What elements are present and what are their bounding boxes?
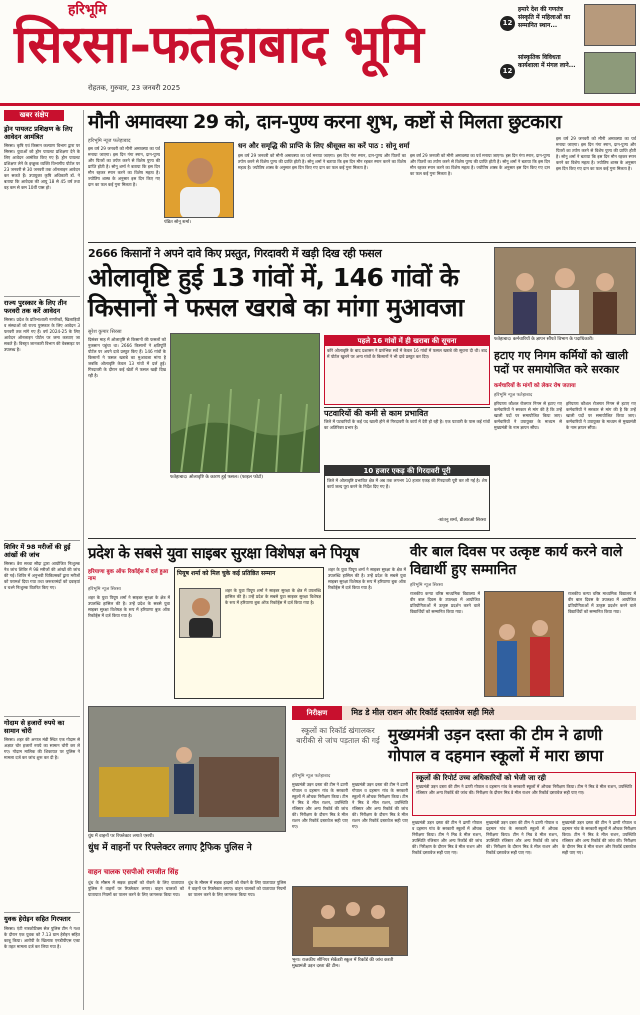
lead-body-col1: इस वर्ष 29 जनवरी को मौनी अमावस्या का पर्व मनाया जाएगा। इस दिन गंगा स्नान, दान-पुण्य और पितरों का तर्पण करने से विशेष पुण्य की प्राप्ति होती है। सोनू शर्मा ने बताया कि इस दिन मौन रहकर स्नान करने का विशेष महत्व है। ज्योतिष शास्त्र के अनुसार इस दिन किए गए दान का फल कई गुना मिलता है। <box>88 146 160 187</box>
lead-body-col4: इस वर्ष 29 जनवरी को मौनी अमावस्या का पर्व मनाया जाएगा। इस दिन गंगा स्नान, दान-पुण्य और पितरों का तर्पण करने से विशेष पुण्य की प्राप्ति होती है। सोनू शर्मा ने बताया कि इस दिन मौन रहकर स्नान करने का विशेष महत्व है। ज्योतिष शास्त्र के अनुसार इस दिन किए गए दान का फल कई गुना मिलता है। <box>556 136 636 171</box>
raid-tag: निरीक्षण <box>292 706 342 720</box>
raid-tag-bar <box>292 706 636 720</box>
raid-photo-caption: भूना। राजकीय सीनियर सेकेंडरी स्कूल में रिकॉर्ड की जांच करती मुख्यमंत्री उड़न दस्ता की टीम। <box>292 958 394 969</box>
veer-body-col3: राजकीय कन्या वरिष्ठ माध्यमिक विद्यालय में वीर बाल दिवस के उपलक्ष्य में आयोजित प्रतियोगिताओं में उत्कृष्ट प्रदर्शन करने वाले विद्यार्थियों को सम्मानित किया गया। <box>568 591 636 614</box>
cyber-photo-body: शहर के युवा पियूष शर्मा ने साइबर सुरक्षा के क्षेत्र में उपलब्धि हासिल की है। उन्हें प्रदेश के सबसे युवा साइबर सुरक्षा विशेषज्ञ के रूप में हरियाणा बुक ऑफ रिकॉर्ड्स में दर्ज किया गया है। <box>225 588 321 605</box>
sidebar-item[interactable] <box>4 126 80 293</box>
crop-kicker: 2666 किसानों ने अपने दावे किए प्रस्तुत, गिरदावरी में खड़ी दिख रही फसल <box>88 247 382 260</box>
crop-box-3 <box>324 465 490 531</box>
crop-box-3-head: 10 हजार एकड़ की गिरदावरी पूरी <box>325 466 489 476</box>
raid-body-col3: मुख्यमंत्री उड़न दस्ता की टीम ने ढाणी गोपाल व दहमान गांव के सरकारी स्कूलों में औचक निरीक्षण किया। टीम ने मिड डे मील राशन, उपस्थिति रजिस्टर और अन्य रिकॉर्ड की जांच की। निरीक्षण के दौरान मिड डे मील राशन और रिकॉर्ड दस्तावेज सही पाए गए। <box>412 820 482 855</box>
cyber-headline: प्रदेश के सबसे युवा साइबर सुरक्षा विशेषज्ञ बने पियूष <box>88 544 359 562</box>
vehicles-sub: वाहन चालक एसपीओ रणजीत सिंह <box>88 868 179 876</box>
crop-field-photo-icon <box>171 334 320 473</box>
sidebar <box>4 110 80 1010</box>
cyber-byline: हरिभूमि न्यूज सिरसा <box>88 587 121 592</box>
raid-body-col4: मुख्यमंत्री उड़न दस्ता की टीम ने ढाणी गोपाल व दहमान गांव के सरकारी स्कूलों में औचक निरीक्षण किया। टीम ने मिड डे मील राशन, उपस्थिति रजिस्टर और अन्य रिकॉर्ड की जांच की। निरीक्षण के दौरान मिड डे मील राशन और रिकॉर्ड दस्तावेज सही पाए गए। <box>486 820 558 855</box>
crop-box-2-head: पटवारियों की कमी से काम प्रभावित <box>324 409 429 418</box>
sidebar-item[interactable] <box>4 544 80 711</box>
raid-byline: हरिभूमि न्यूज फतेहाबाद <box>292 774 331 779</box>
right-top-sub: कर्मचारियों के मांगों को लेकर रोष जताया <box>494 383 576 389</box>
sidebar-item-head: गोदाम से हजारों रुपये का सामान चोरी <box>4 719 65 735</box>
sidebar-item-body: सिरसा। शहर की अनाज मंडी स्थित एक गोदाम से अज्ञात चोर हजारों रुपये का सामान चोरी कर ले गए। गोदाम मालिक की शिकायत पर पुलिस ने मामला दर्ज कर जांच शुरू कर दी है। <box>4 737 80 760</box>
veer-headline: वीर बाल दिवस पर उत्कृष्ट कार्य करने वाले विद्यार्थी हुए सम्मानित <box>410 544 623 578</box>
right-top-caption: फतेहाबाद। कर्मचारियों के ज्ञापन सौंपते विभाग के पदाधिकारी। <box>494 337 594 342</box>
sidebar-item-body: सिरसा। कृषि एवं किसान कल्याण विभाग द्वारा पर सिरसा। युवाओं को ड्रोन पायलट प्रशिक्षण देने के लिए आवेदन आमंत्रित किए गए हैं। ड्रोन पायलट प्रशिक्षण लेने के इच्छुक व्यक्ति विभागीय पोर्टल पर 23 जनवरी से 30 जनवरी तक ऑनलाइन आवेदन कर सकते हैं। उपायुक्त कृषि अधिकारी डॉ. ने बताया कि आवेदक की आयु 18 से 45 वर्ष तथा वह कम से कम 10वीं पास हो। <box>4 143 80 190</box>
crop-box-1 <box>324 335 490 405</box>
right-top-body-col1: हरियाणा कौशल रोजगार निगम से हटाए गए कर्मचारियों ने सरकार से मांग की है कि उन्हें खाली पदों पर समायोजित किया जाए। कर्मचारियों ने उपायुक्त के माध्यम से मुख्यमंत्री के नाम ज्ञापन सौंपा। <box>494 401 562 430</box>
raid-headline: मुख्यमंत्री उड़न दस्ता की टीम ने ढाणी गोपाल व दहमान स्कूलों में मारा छापा <box>388 725 604 765</box>
divider <box>4 716 80 717</box>
sidebar-item[interactable] <box>4 300 80 507</box>
cyber-body-col3: शहर के युवा पियूष शर्मा ने साइबर सुरक्षा के क्षेत्र में उपलब्धि हासिल की है। उन्हें प्रदेश के सबसे युवा साइबर सुरक्षा विशेषज्ञ के रूप में हरियाणा बुक ऑफ रिकॉर्ड्स में दर्ज किया गया है। <box>328 567 406 590</box>
promo-1[interactable] <box>500 4 638 49</box>
veer-body-col1: राजकीय कन्या वरिष्ठ माध्यमिक विद्यालय में वीर बाल दिवस के उपलक्ष्य में आयोजित प्रतियोगिताओं में उत्कृष्ट प्रदर्शन करने वाले विद्यार्थियों को सम्मानित किया गया। <box>410 591 480 614</box>
masthead-title: सिरसा-फतेहाबाद भूमि <box>14 14 423 75</box>
promo-2-number: 12 <box>500 64 515 79</box>
raid-photo <box>292 886 408 956</box>
sidebar-item-head: शिविर में 98 मरीजों की हुई आंखों की जांच <box>4 543 71 559</box>
raid-story[interactable] <box>292 704 636 1010</box>
crop-body-col1: दिसंबर माह में ओलावृष्टि से किसानों की फसलों को नुकसान पहुंचा था। 2666 किसानों ने क्षतिपूर्ति पोर्टल पर अपने दावे प्रस्तुत किए हैं। 146 गांवों के किसानों ने फसल खराबे का मुआवजा मांगा है जबकि ओलावृष्टि केवल 13 गांवों में दर्ज हुई। गिरदावरी के दौरान कई खेतों में फसल खड़ी दिख रही है। <box>88 337 166 378</box>
masthead-rule <box>0 103 640 106</box>
sidebar-divider <box>83 110 84 1010</box>
sidebar-item-head: ड्रोन पायलट प्रशिक्षण के लिए आवेदन आमंत्रित <box>4 125 73 141</box>
crop-byline: सुरेश कुमार सिरसा <box>88 329 122 335</box>
masthead <box>0 0 640 108</box>
raid-kicker: मिड डे मील राशन और रिकॉर्ड दस्तावेज सही मिले <box>351 708 495 717</box>
divider <box>4 296 80 297</box>
crop-box-2 <box>324 407 490 462</box>
right-top-byline: हरिभूमि न्यूज फतेहाबाद <box>494 393 533 398</box>
crop-photo-caption: फतेहाबाद। ओलावृष्टि के कारण हुई फसल। (फाइल फोटो) <box>170 475 264 480</box>
vehicles-body-col1: धुंध के मौसम में सड़क हादसों को रोकने के लिए यातायात पुलिस ने वाहनों पर रिफ्लेक्टर लगाए। वाहन चालकों को यातायात नियमों का पालन करने के लिए जागरूक किया गया। <box>88 880 184 897</box>
vehicles-headline: धुंध में वाहनों पर रिफ्लेक्टर लगाए ट्रैफिक पुलिस ने <box>88 843 252 853</box>
veer-photo <box>484 591 564 697</box>
sidebar-tag: खबर संक्षेप <box>4 110 64 121</box>
promo-2[interactable] <box>500 52 638 97</box>
vehicles-caption: धुंध में वाहनों पर रिफ्लेक्टर लगाते एसपी। <box>88 834 155 839</box>
lead-byline: हरिभूमि न्यूज फतेहाबाद <box>88 138 131 144</box>
vehicles-photo <box>88 706 286 832</box>
crop-box-3-body: जिले में ओलावृष्टि प्रभावित क्षेत्र में अब तक लगभग 10 हजार एकड़ की गिरदावरी पूरी कर ली गई है। शेष कार्य जल्द पूरा करने के निर्देश दिए गए हैं। <box>327 478 487 489</box>
raid-report-head: स्कूलों की रिपोर्ट उच्च अधिकारियों को भेजी जा रही <box>416 774 546 782</box>
cyber-body-col1: शहर के युवा पियूष शर्मा ने साइबर सुरक्षा के क्षेत्र में उपलब्धि हासिल की है। उन्हें प्रदेश के सबसे युवा साइबर सुरक्षा विशेषज्ञ के रूप में हरियाणा बुक ऑफ रिकॉर्ड्स में दर्ज किया गया है। <box>88 595 170 618</box>
raid-body-col2: मुख्यमंत्री उड़न दस्ता की टीम ने ढाणी गोपाल व दहमान गांव के सरकारी स्कूलों में औचक निरीक्षण किया। टीम ने मिड डे मील राशन, उपस्थिति रजिस्टर और अन्य रिकॉर्ड की जांच की। निरीक्षण के दौरान मिड डे मील राशन और रिकॉर्ड दस्तावेज सही पाए गए। <box>352 782 408 829</box>
raid-body-col5: मुख्यमंत्री उड़न दस्ता की टीम ने ढाणी गोपाल व दहमान गांव के सरकारी स्कूलों में औचक निरीक्षण किया। टीम ने मिड डे मील राशन, उपस्थिति रजिस्टर और अन्य रिकॉर्ड की जांच की। निरीक्षण के दौरान मिड डे मील राशन और रिकॉर्ड दस्तावेज सही पाए गए। <box>562 820 636 855</box>
veer-story[interactable] <box>410 541 636 701</box>
crop-headline: ओलावृष्टि हुई 13 गांवों में, 146 गांवों के किसानों ने फसल खराबे का मांगा मुआवजा <box>88 263 464 322</box>
vehicles-body-col2: धुंध के मौसम में सड़क हादसों को रोकने के लिए यातायात पुलिस ने वाहनों पर रिफ्लेक्टर लगाए। वाहन चालकों को यातायात नियमों का पालन करने के लिए जागरूक किया गया। <box>188 880 286 897</box>
right-top-headline: हटाए गए निगम कर्मियों को खाली पदों पर समायोजित करे सरकार <box>494 349 629 376</box>
vehicles-story[interactable] <box>88 704 288 1010</box>
promo-2-photo <box>584 52 636 94</box>
person-photo-icon <box>165 143 234 218</box>
cyber-sub: हरियाणा बुक ऑफ रिकॉर्ड्स में दर्ज हुआ नाम <box>88 569 169 582</box>
lead-headline: मौनी अमावस्या 29 को, दान-पुण्य करना शुभ, कष्टों से मिलता छुटकारा <box>88 111 562 133</box>
crop-photo <box>170 333 320 473</box>
divider <box>4 540 80 541</box>
promo-1-photo <box>584 4 636 46</box>
lead-photo-caption: पंडित सोनू शर्मा। <box>164 220 191 225</box>
sidebar-item-body: सिरसा। डेरा सच्चा सौदा द्वारा आयोजित निःशुल्क नेत्र जांच शिविर में 98 मरीजों की आंखों की जांच की गई। शिविर में अनुभवी चिकित्सकों द्वारा मरीजों को परामर्श दिया गया तथा जरूरतमंदों को दवाइयां व चश्मे निःशुल्क वितरित किए गए। <box>4 561 80 590</box>
sidebar-item-head: राज्य पुरस्कार के लिए तीन फरवरी तक करें आवेदन <box>4 299 67 315</box>
group-photo-icon <box>495 248 636 335</box>
lead-body-col2: इस वर्ष 29 जनवरी को मौनी अमावस्या का पर्व मनाया जाएगा। इस दिन गंगा स्नान, दान-पुण्य और पितरों का तर्पण करने से विशेष पुण्य की प्राप्ति होती है। सोनू शर्मा ने बताया कि इस दिन मौन रहकर स्नान करने का विशेष महत्व है। ज्योतिष शास्त्र के अनुसार इस दिन किए गए दान का फल कई गुना मिलता है। <box>238 153 406 170</box>
traffic-photo-icon <box>89 707 286 832</box>
cyber-photo-head: पियूष शर्मा को मिल चुके कई प्रतिष्ठित सम्मान <box>177 570 276 577</box>
cyber-story[interactable] <box>88 541 406 701</box>
crop-box-1-body: कोरे ओलावृष्टि के बाद प्रशासन ने प्रारंभिक सर्वे में केवल 16 गांवों में फसल खराबे की सूचना दी थी। बाद में पोर्टल खुलने पर अन्य गांवों के किसानों ने भी दावे प्रस्तुत कर दिए। <box>327 348 487 359</box>
masthead-dateline: रोहतक, गुरुवार, 23 जनवरी 2025 <box>88 84 181 92</box>
crop-box-1-head: पहले 16 गांवों में ही खराबा की सूचना <box>325 336 489 346</box>
cyber-photo-box <box>174 567 324 699</box>
lead-body-col3: इस वर्ष 29 जनवरी को मौनी अमावस्या का पर्व मनाया जाएगा। इस दिन गंगा स्नान, दान-पुण्य और पितरों का तर्पण करने से विशेष पुण्य की प्राप्ति होती है। सोनू शर्मा ने बताया कि इस दिन मौन रहकर स्नान करने का विशेष महत्व है। ज्योतिष शास्त्र के अनुसार इस दिन किए गए दान का फल कई गुना मिलता है। <box>410 153 550 176</box>
promo-1-number: 12 <box>500 16 515 31</box>
divider <box>4 912 80 913</box>
sidebar-item-head: युवक हेरोइन सहित गिरफ्तार <box>4 915 71 923</box>
raid-side-head: स्कूलों का रिकॉर्ड खंगालकर बारीकी से जांच पड़ताल की गई <box>296 726 380 745</box>
sidebar-item[interactable] <box>4 916 80 1004</box>
promo-1-text: हमारे देश की गणतंत्र संस्कृति में महिलाओं का सम्मानित स्थान... <box>518 6 571 29</box>
right-top-story[interactable] <box>494 245 636 535</box>
raid-report-box <box>412 772 636 816</box>
person-photo-icon <box>180 589 221 638</box>
crop-story[interactable] <box>88 245 490 535</box>
mid-rule <box>88 538 636 539</box>
crop-box-3-sign: -शांतनु शर्मा, डीआरओ सिरसा <box>437 518 486 523</box>
sidebar-item-body: सिरसा। एंटी नारकोटिक्स सेल पुलिस टीम ने गश्त के दौरान एक युवक को 7.13 ग्राम हेरोइन सहित काबू किया। आरोपी के खिलाफ एनडीपीएस एक्ट के तहत मामला दर्ज कर लिया गया है। <box>4 925 80 949</box>
promo-2-text: सांस्कृतिक विविधता कार्यशाला में मंगल लाने... <box>518 54 576 69</box>
right-top-photo <box>494 247 636 335</box>
crop-box-2-body: जिले में पटवारियों के कई पद खाली होने से गिरदावरी के कार्य में देरी हो रही है। एक पटवारी के पास कई गांवों का अतिरिक्त प्रभार है। <box>324 419 490 430</box>
sidebar-item-body: सिरसा। प्रदेश के प्रतिभाशाली नागरिकों, खिलाड़ियों व संस्थाओं को राज्य पुरस्कार के लिए आवेदन 3 फरवरी तक मांगे गए हैं। वर्ष 2024-25 के लिए आवेदन ऑनलाइन पोर्टल पर जमा करवाए जा सकते हैं। विस्तृत जानकारी विभाग की वेबसाइट पर उपलब्ध है। <box>4 317 80 352</box>
cyber-photo <box>179 588 221 638</box>
right-top-body-col2: हरियाणा कौशल रोजगार निगम से हटाए गए कर्मचारियों ने सरकार से मांग की है कि उन्हें खाली पदों पर समायोजित किया जाए। कर्मचारियों ने उपायुक्त के माध्यम से मुख्यमंत्री के नाम ज्ञापन सौंपा। <box>566 401 636 430</box>
lead-photo <box>164 142 234 218</box>
masthead-brand: हरिभूमि <box>68 2 107 18</box>
raid-report-body: मुख्यमंत्री उड़न दस्ता की टीम ने ढाणी गोपाल व दहमान गांव के सरकारी स्कूलों में औचक निरीक्षण किया। टीम ने मिड डे मील राशन, उपस्थिति रजिस्टर और अन्य रिकॉर्ड की जांच की। निरीक्षण के दौरान मिड डे मील राशन और रिकॉर्ड दस्तावेज सही पाए गए। <box>416 784 632 795</box>
veer-byline: हरिभूमि न्यूज सिरसा <box>410 583 443 588</box>
raid-body-col1: मुख्यमंत्री उड़न दस्ता की टीम ने ढाणी गोपाल व दहमान गांव के सरकारी स्कूलों में औचक निरीक्षण किया। टीम ने मिड डे मील राशन, उपस्थिति रजिस्टर और अन्य रिकॉर्ड की जांच की। निरीक्षण के दौरान मिड डे मील राशन और रिकॉर्ड दस्तावेज सही पाए गए। <box>292 782 348 829</box>
students-photo-icon <box>485 592 564 697</box>
lead-story[interactable] <box>88 110 636 240</box>
inspection-photo-icon <box>293 887 408 956</box>
sidebar-item[interactable] <box>4 720 80 887</box>
lead-rule <box>88 242 636 243</box>
lead-quote-head: धन और समृद्धि की प्राप्ति के लिए श्रीसूक्त का करें पाठ : सोनू शर्मा <box>238 142 410 150</box>
